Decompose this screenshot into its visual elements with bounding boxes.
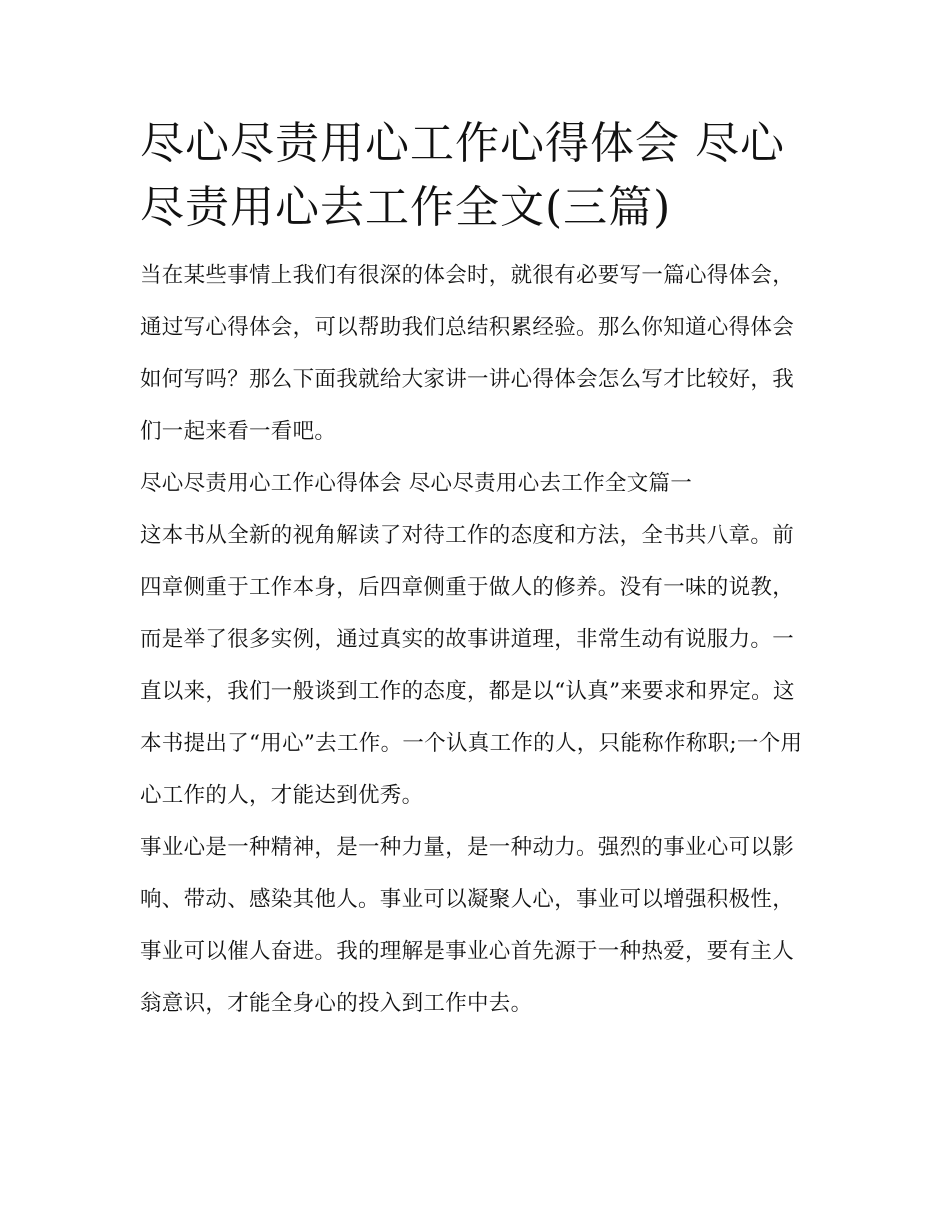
section-heading: 尽心尽责用心工作心得体会 尽心尽责用心去工作全文篇一 <box>140 471 693 496</box>
body-paragraph: 这本书从全新的视角解读了对待工作的态度和方法，全书共八章。前四章侧重于工作本身，后四章侧重于做人的修养。没有一味的说教，而是举了很多实例，通过真实的故事讲道理，非常生动有说服力。一直以来，我们一般谈到工作的态度，都是以“认真”来要求和界定。这本书提出了“用心”去工作。一个认真工作的人，只能称作称职;一个用心工作的人，才能达到优秀。 <box>140 523 803 808</box>
intro-paragraph: 当在某些事情上我们有很深的体会时，就很有必要写一篇心得体会，通过写心得体会，可以帮助我们总结积累经验。那么你知道心得体会如何写吗？那么下面我就给大家讲一讲心得体会怎么写才比较好，我们一起来看一看吧。 <box>140 263 795 444</box>
body-paragraph: 事业心是一种精神，是一种力量，是一种动力。强烈的事业心可以影响、带动、感染其他人。事业可以凝聚人心，事业可以增强积极性，事业可以催人奋进。我的理解是事业心首先源于一种热爱，要有主人翁意识，才能全身心的投入到工作中去。 <box>140 835 795 1016</box>
document-title: 尽心尽责用心工作心得体会 尽心尽责用心去工作全文(三篇) <box>140 118 785 233</box>
document-body <box>140 112 815 1030</box>
